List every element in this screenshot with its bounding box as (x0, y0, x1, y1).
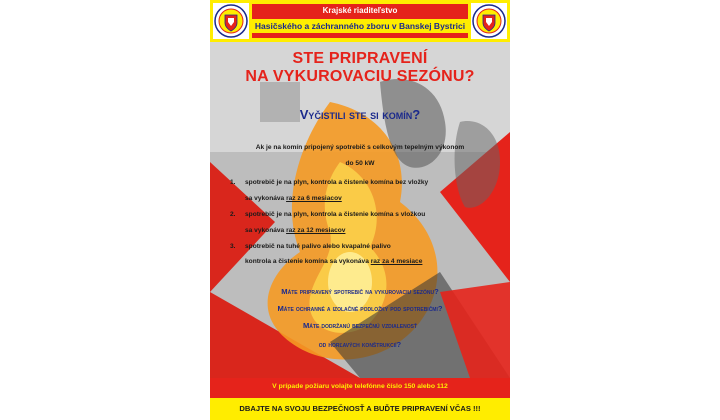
list-item-number: 3. (230, 243, 236, 250)
question-2: Máte ochranné a izolačné podložky pod spotrebičmi? (277, 304, 443, 313)
list-item-line1: spotrebič na tuhé palivo alebo kvapalné palivo (245, 243, 391, 250)
fire-rescue-emblem-icon (471, 3, 507, 39)
list-item-interval: raz za 12 mesiacov (286, 227, 346, 234)
list-item-number: 2. (230, 211, 236, 218)
list-item-line2 (245, 193, 505, 204)
intro-line2: do 50 kW (345, 160, 375, 167)
question-3: Máte dodržanú bezpečnú vzdialenosť (302, 321, 418, 330)
footer-slogan-band (210, 398, 510, 420)
title-line1: STE PRIPRAVENÍ (292, 50, 428, 67)
header-band (210, 0, 510, 42)
question-1: Máte pripravený spotrebič na vykurovaciu sezónu? (281, 287, 439, 296)
list-item-number: 1. (230, 179, 236, 186)
list-item-line1: spotrebič je na plyn, kontrola a čistenie komína bez vložky (245, 179, 429, 186)
header-line1: Krajské riaditeľstvo (322, 6, 398, 15)
list-item-text: sa vykonáva (245, 227, 287, 234)
question-4: od horľavých konštrukcií? (318, 340, 402, 349)
list-item-interval: raz za 4 mesiace (370, 258, 423, 265)
list-item-line2 (245, 256, 505, 267)
list-item-text: sa vykonáva (245, 195, 287, 202)
title-line2: NA VYKUROVACIU SEZÓNU? (245, 68, 475, 85)
list-item-interval: raz za 6 mesiacov (286, 195, 342, 202)
intro-line1: Ak je na komín pripojený spotrebič s celkovým tepelným výkonom (255, 144, 465, 151)
poster (210, 0, 510, 420)
header-line2: Hasičského a záchranného zboru v Banskej Bystrici (254, 21, 466, 31)
footer-emergency-band (210, 378, 510, 398)
list-item-line1: spotrebič je na plyn, kontrola a čistenie komína s vložkou (245, 211, 426, 218)
emergency-text: V prípade požiaru volajte telefónne číslo 150 alebo 112 (272, 383, 448, 390)
list-item-line2 (245, 225, 505, 236)
subtitle: Vyčistili ste si komín? (299, 107, 421, 122)
list-item-text: kontrola a čistenie komína sa vykonáva (245, 258, 371, 265)
slogan-text: DBAJTE NA SVOJU BEZPEČNOSŤ A BUĎTE PRIPRAVENÍ VČAS !!! (239, 404, 481, 413)
fire-rescue-emblem-icon (213, 3, 249, 39)
